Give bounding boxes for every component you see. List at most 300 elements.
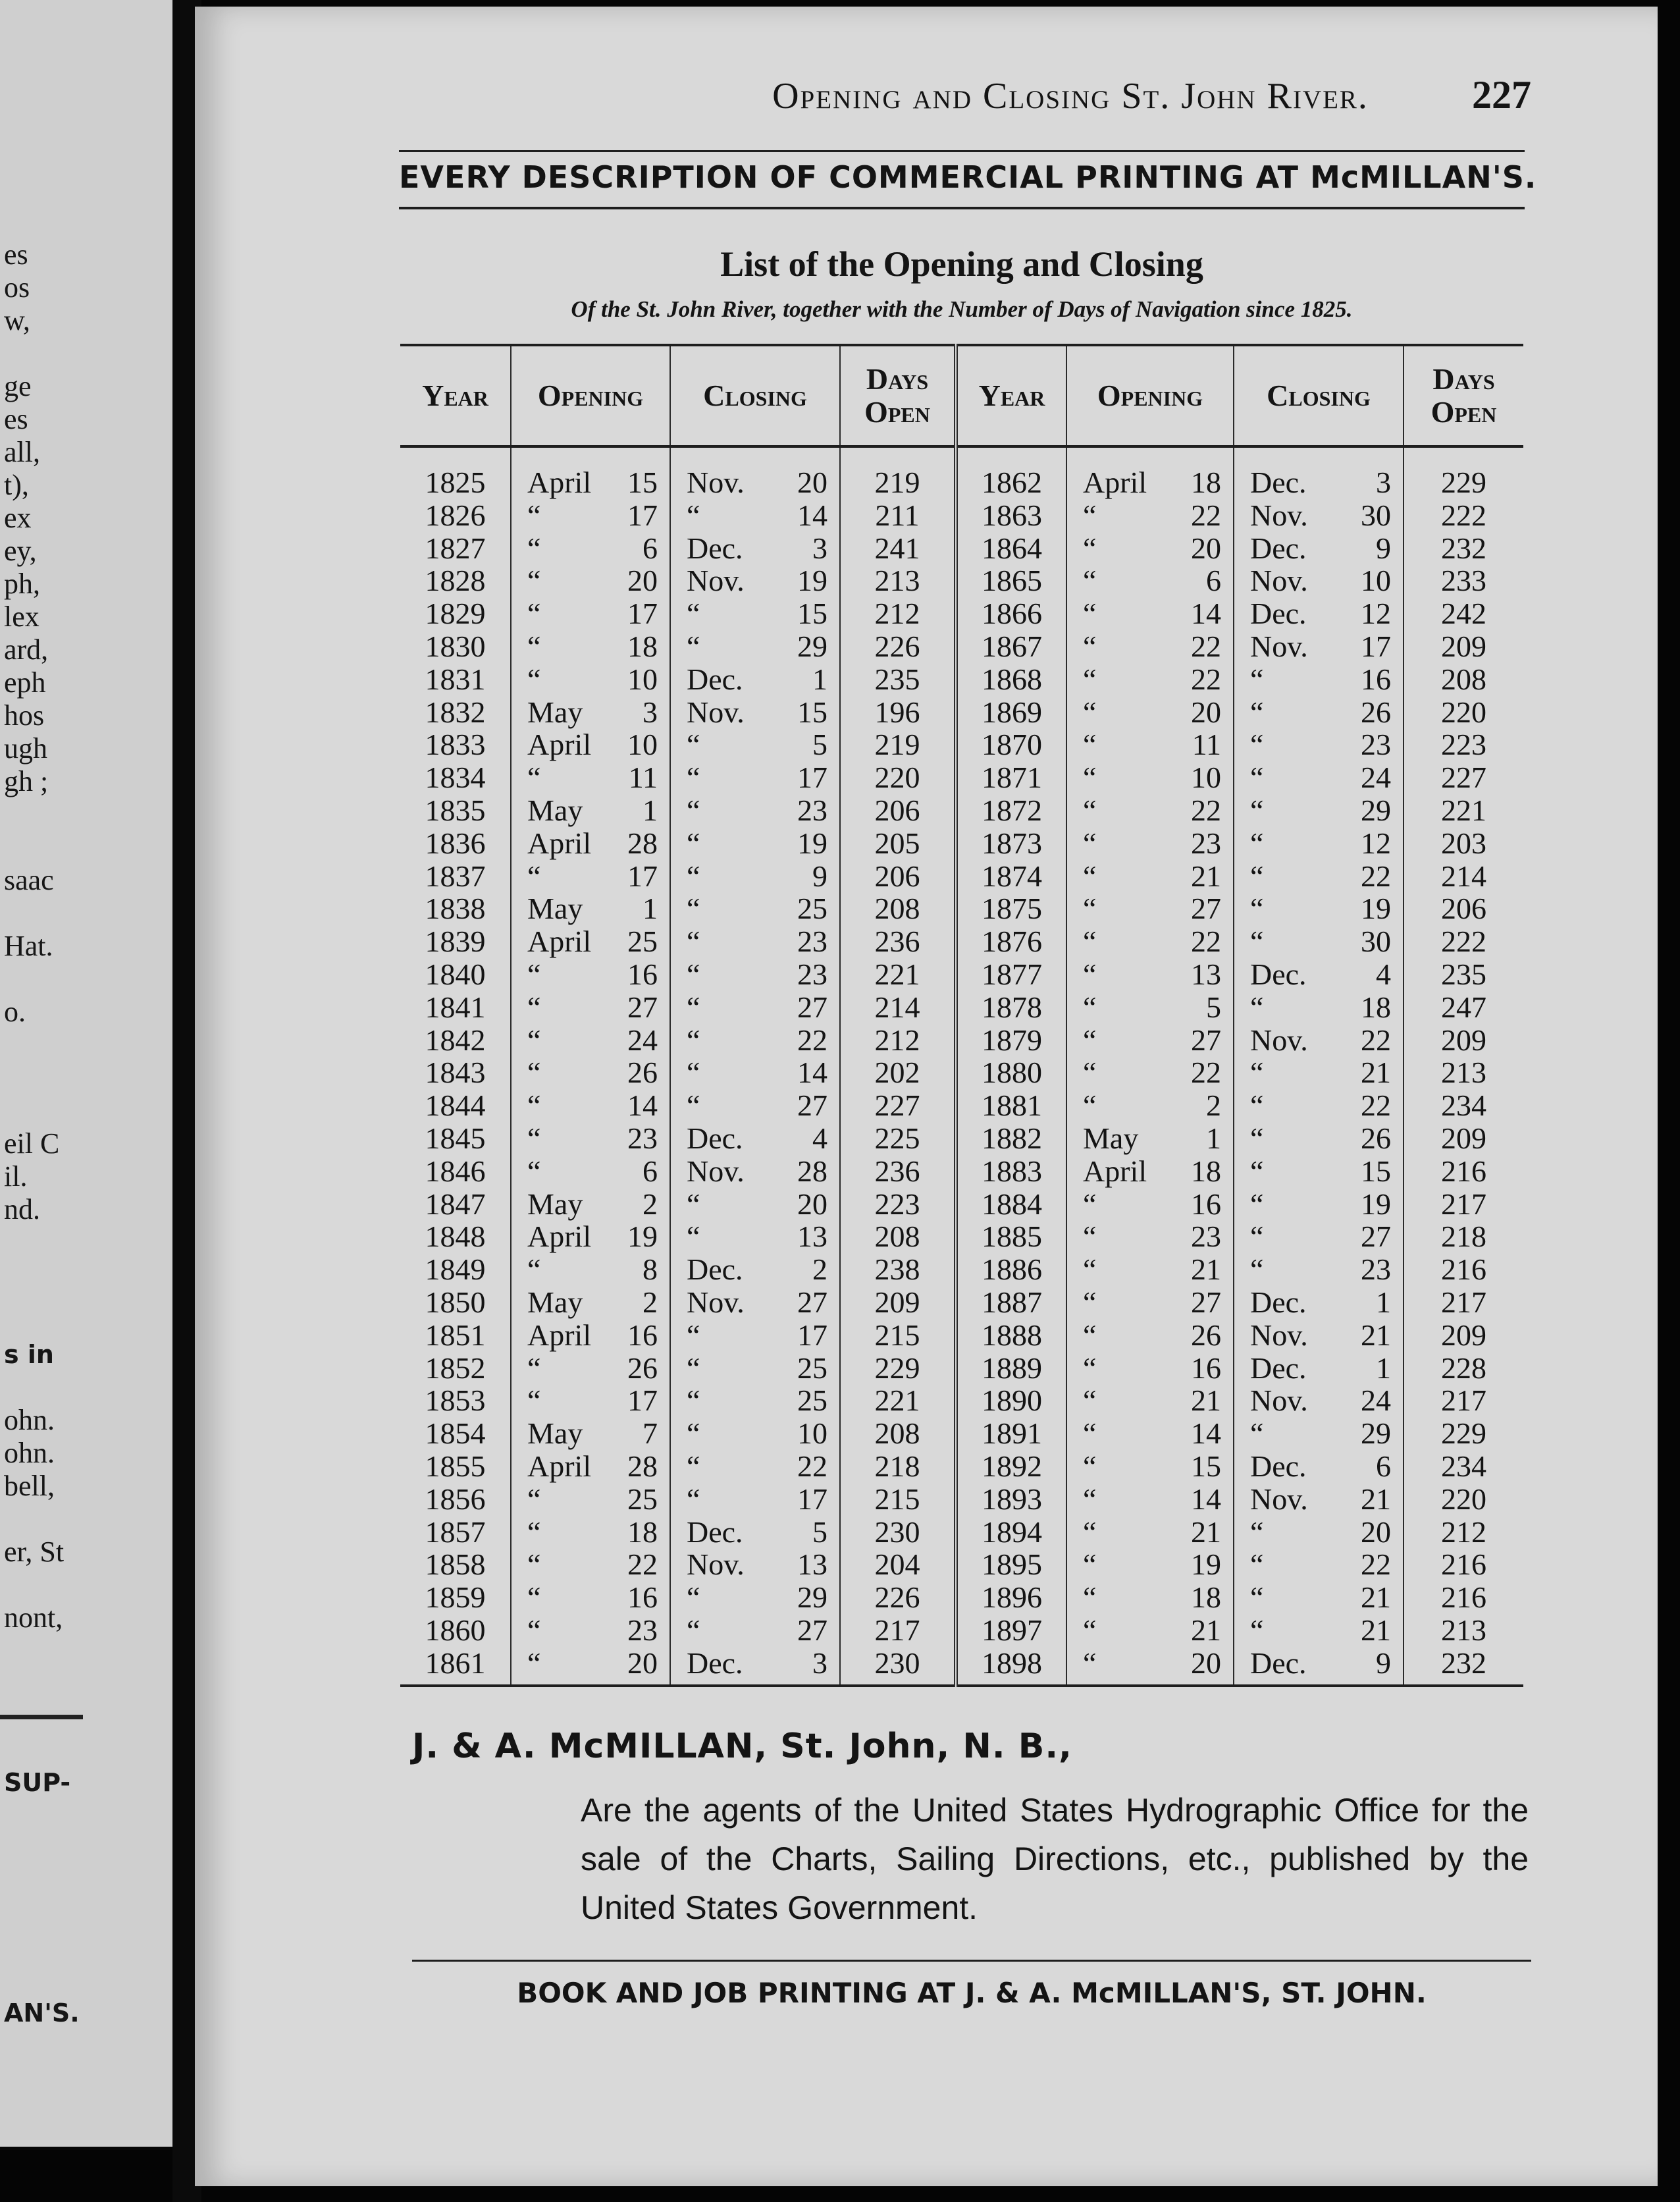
closing-month: “ [687, 859, 700, 893]
year-cell: 1888 [956, 1319, 1066, 1352]
closing-month: Nov. [1250, 1318, 1308, 1352]
opening-cell [511, 663, 670, 696]
closing-cell [670, 1384, 840, 1417]
table-row [400, 1089, 1523, 1122]
opening-date [1067, 925, 1233, 958]
opening-day: 22 [1191, 662, 1221, 696]
closing-day: 26 [1361, 1121, 1391, 1155]
opening-day: 11 [628, 761, 658, 795]
closing-day: 10 [797, 1416, 827, 1451]
days-open-cell: 222 [1441, 498, 1486, 532]
opening-date [512, 728, 669, 761]
year-cell: 1894 [956, 1516, 1066, 1549]
opening-cell [1066, 1122, 1234, 1155]
opening-month: “ [1083, 1220, 1097, 1254]
opening-day: 14 [1191, 1482, 1221, 1516]
opening-date [512, 466, 669, 499]
year-cell: 1833 [400, 728, 511, 761]
table-row [400, 1450, 1523, 1483]
closing-day: 22 [1361, 1023, 1391, 1057]
closing-date [671, 1024, 839, 1057]
opening-date [512, 1614, 669, 1647]
days-open-cell: 209 [1441, 629, 1486, 663]
table-subtitle: Of the St. John River, together with the Number of Days of Navigation since 1825. [571, 296, 1353, 322]
opening-day: 1 [643, 892, 658, 926]
days-open-cell: 209 [840, 1286, 956, 1319]
closing-month: “ [687, 957, 700, 991]
closing-month: Nov. [687, 1285, 745, 1319]
opening-month: “ [1083, 498, 1097, 532]
facing-page-line: nd. [4, 1193, 40, 1225]
closing-date [1234, 696, 1403, 729]
table-title: List of the Opening and Closing [720, 244, 1203, 284]
opening-date [512, 1581, 669, 1614]
closing-cell [670, 794, 840, 827]
closing-cell [670, 1155, 840, 1188]
closing-month: Nov. [687, 1547, 745, 1582]
opening-cell [511, 991, 670, 1024]
year-cell: 1859 [400, 1581, 511, 1614]
days-open-cell: 217 [1441, 1383, 1486, 1418]
opening-date [1067, 1089, 1233, 1122]
opening-date [512, 958, 669, 991]
opening-cell [511, 728, 670, 761]
closing-day: 24 [1361, 761, 1391, 795]
closing-month: Dec. [687, 1252, 743, 1287]
closing-cell [1234, 1188, 1404, 1221]
year-cell: 1890 [956, 1384, 1066, 1417]
opening-day: 23 [627, 1613, 658, 1647]
closing-day: 3 [812, 531, 827, 565]
closing-day: 21 [1361, 1613, 1391, 1647]
days-open-cell: 235 [1441, 957, 1486, 991]
table-row [400, 794, 1523, 827]
opening-month: May [527, 793, 583, 827]
facing-page-line: hos [4, 699, 45, 732]
closing-day: 23 [1361, 1252, 1391, 1287]
opening-date [1067, 827, 1233, 860]
closing-cell [1234, 1253, 1404, 1286]
opening-date [512, 1450, 669, 1483]
opening-day: 13 [1191, 957, 1221, 991]
closing-month: Nov. [1250, 564, 1308, 598]
closing-date [1234, 1024, 1403, 1057]
opening-cell [1066, 1483, 1234, 1516]
year-cell: 1857 [400, 1516, 511, 1549]
opening-cell [511, 597, 670, 630]
table-row [400, 1483, 1523, 1516]
closing-day: 25 [797, 1351, 827, 1385]
closing-day: 15 [797, 597, 827, 631]
opening-date [512, 499, 669, 532]
table-row [400, 1122, 1523, 1155]
opening-cell [1066, 446, 1234, 499]
opening-day: 16 [1191, 1351, 1221, 1385]
closing-month: “ [1250, 1252, 1264, 1287]
opening-month: “ [527, 629, 541, 663]
closing-date [1234, 827, 1403, 860]
opening-day: 23 [627, 1121, 658, 1155]
closing-day: 20 [797, 466, 827, 499]
days-open-cell: 216 [1441, 1547, 1486, 1582]
year-cell: 1889 [956, 1352, 1066, 1385]
table-row [400, 728, 1523, 761]
opening-date [512, 1188, 669, 1221]
opening-month: “ [527, 1482, 541, 1516]
closing-cell [670, 1122, 840, 1155]
opening-date [512, 630, 669, 663]
opening-day: 20 [1191, 695, 1221, 729]
opening-cell [511, 1417, 670, 1450]
opening-month: May [527, 1187, 583, 1221]
opening-cell [511, 1352, 670, 1385]
opening-date [512, 761, 669, 794]
closing-day: 21 [1361, 1318, 1391, 1352]
opening-cell [1066, 958, 1234, 991]
opening-date [512, 1220, 669, 1253]
opening-day: 6 [1206, 564, 1221, 598]
closing-day: 13 [797, 1220, 827, 1254]
closing-cell [670, 761, 840, 794]
closing-date [1234, 1253, 1403, 1286]
closing-cell [1234, 1220, 1404, 1253]
closing-date [671, 1122, 839, 1155]
year-cell: 1845 [400, 1122, 511, 1155]
column-header-days-open-label: Days Open [864, 362, 930, 429]
opening-date [1067, 696, 1233, 729]
days-open-cell: 213 [1441, 1056, 1486, 1090]
closing-month: “ [1250, 925, 1264, 959]
closing-cell [1234, 1089, 1404, 1122]
closing-day: 23 [797, 957, 827, 991]
closing-month: “ [1250, 826, 1264, 860]
closing-cell [1234, 1384, 1404, 1417]
opening-month: “ [1083, 1088, 1097, 1123]
closing-month: “ [1250, 728, 1264, 762]
opening-cell [1066, 860, 1234, 893]
closing-cell [670, 1089, 840, 1122]
closing-day: 14 [797, 498, 827, 532]
closing-date [671, 663, 839, 696]
opening-month: “ [527, 1515, 541, 1549]
opening-month: April [1083, 1154, 1147, 1188]
closing-date [671, 1352, 839, 1385]
closing-day: 23 [1361, 728, 1391, 762]
closing-cell [1234, 1319, 1404, 1352]
closing-month: “ [1250, 1154, 1264, 1188]
opening-cell [1066, 1253, 1234, 1286]
days-open-cell: 222 [1441, 925, 1486, 959]
year-cell: 1898 [956, 1647, 1066, 1686]
closing-cell [1234, 1056, 1404, 1089]
opening-cell [1066, 1056, 1234, 1089]
closing-date [671, 1319, 839, 1352]
closing-date [1234, 1417, 1403, 1450]
closing-cell [1234, 1286, 1404, 1319]
opening-cell [1066, 597, 1234, 630]
opening-cell [1066, 1188, 1234, 1221]
facing-page-line: ard, [4, 633, 49, 666]
opening-day: 6 [643, 1154, 658, 1188]
closing-date [1234, 1089, 1403, 1122]
opening-date [1067, 499, 1233, 532]
opening-cell [1066, 499, 1234, 532]
opening-cell [1066, 1450, 1234, 1483]
closing-day: 23 [797, 793, 827, 827]
opening-month: “ [1083, 1449, 1097, 1483]
table-row [400, 564, 1523, 597]
opening-cell [1066, 1384, 1234, 1417]
closing-cell [670, 1483, 840, 1516]
closing-day: 2 [812, 1252, 827, 1287]
opening-cell [511, 1220, 670, 1253]
opening-date [512, 1024, 669, 1057]
closing-day: 19 [797, 826, 827, 860]
year-cell: 1831 [400, 663, 511, 696]
opening-cell [1066, 761, 1234, 794]
table-row [400, 925, 1523, 958]
opening-month: “ [1083, 1580, 1097, 1615]
closing-cell [670, 860, 840, 893]
column-header-days-open-label: Days Open [1431, 362, 1497, 429]
opening-date [1067, 564, 1233, 597]
closing-month: “ [1250, 1220, 1264, 1254]
closing-cell [670, 1614, 840, 1647]
top-rule [399, 150, 1525, 152]
closing-month: “ [1250, 761, 1264, 795]
opening-cell [1066, 1647, 1234, 1686]
opening-day: 28 [627, 826, 658, 860]
closing-day: 5 [812, 1515, 827, 1549]
opening-date [1067, 1319, 1233, 1352]
closing-cell [670, 1220, 840, 1253]
closing-month: “ [687, 1056, 700, 1090]
closing-date [671, 925, 839, 958]
closing-cell [1234, 564, 1404, 597]
opening-cell [1066, 1286, 1234, 1319]
opening-month: “ [1083, 728, 1097, 762]
closing-month: Dec. [1250, 1285, 1307, 1319]
closing-month: “ [687, 1351, 700, 1385]
facing-page-line: eil C [4, 1127, 60, 1160]
closing-month: “ [687, 1023, 700, 1057]
opening-day: 27 [627, 990, 658, 1024]
table-row [400, 446, 1523, 499]
opening-date [1067, 1614, 1233, 1647]
days-open-cell: 220 [1441, 695, 1486, 729]
closing-date [671, 860, 839, 893]
year-cell: 1827 [400, 532, 511, 565]
closing-month: Dec. [687, 662, 743, 696]
table-row [400, 532, 1523, 565]
opening-month: “ [1083, 1056, 1097, 1090]
opening-day: 27 [1191, 892, 1221, 926]
closing-day: 19 [1361, 1187, 1391, 1221]
facing-page-line: lex [4, 601, 39, 633]
opening-day: 22 [1191, 629, 1221, 663]
opening-month: “ [1083, 957, 1097, 991]
opening-cell [1066, 663, 1234, 696]
opening-day: 1 [643, 793, 658, 827]
opening-month: “ [1083, 761, 1097, 795]
opening-month: “ [1083, 1416, 1097, 1451]
opening-date [1067, 663, 1233, 696]
column-header-opening: Opening [511, 345, 670, 446]
closing-day: 21 [1361, 1482, 1391, 1516]
year-cell: 1896 [956, 1581, 1066, 1614]
opening-date [1067, 761, 1233, 794]
opening-cell [1066, 696, 1234, 729]
opening-day: 21 [1191, 1383, 1221, 1418]
closing-month: “ [1250, 990, 1264, 1024]
days-open-cell: 211 [840, 499, 956, 532]
opening-cell [1066, 1319, 1234, 1352]
opening-date [1067, 630, 1233, 663]
opening-cell [1066, 564, 1234, 597]
closing-day: 17 [797, 761, 827, 795]
closing-cell [1234, 827, 1404, 860]
opening-month: May [1083, 1121, 1139, 1155]
opening-date [512, 860, 669, 893]
days-open-cell: 241 [840, 532, 956, 565]
opening-month: “ [1083, 826, 1097, 860]
closing-cell [670, 1024, 840, 1057]
year-cell: 1858 [400, 1548, 511, 1581]
closing-month: Dec. [1250, 1449, 1307, 1483]
closing-month: Nov. [687, 695, 745, 729]
table-header-row [400, 345, 1523, 446]
year-cell: 1875 [956, 892, 1066, 925]
opening-date [1067, 1056, 1233, 1089]
closing-cell [670, 1319, 840, 1352]
opening-day: 17 [627, 498, 658, 532]
opening-day: 21 [1191, 1252, 1221, 1287]
closing-day: 29 [797, 1580, 827, 1615]
opening-date [1067, 597, 1233, 630]
opening-cell [511, 630, 670, 663]
opening-date [1067, 1581, 1233, 1614]
page-number: 227 [1472, 73, 1531, 117]
opening-date [512, 597, 669, 630]
days-open-cell: 206 [1441, 892, 1486, 926]
opening-date [512, 1286, 669, 1319]
opening-day: 18 [1191, 1580, 1221, 1615]
facing-page-line: er, St [4, 1536, 65, 1568]
closing-date [1234, 1450, 1403, 1483]
opening-day: 11 [1192, 728, 1221, 762]
closing-cell [1234, 925, 1404, 958]
year-cell: 1826 [400, 499, 511, 532]
closing-date [671, 466, 839, 499]
closing-month: “ [1250, 695, 1264, 729]
opening-day: 19 [1191, 1547, 1221, 1582]
opening-date [1067, 1220, 1233, 1253]
closing-date [671, 1155, 839, 1188]
table-row [400, 696, 1523, 729]
closing-date [671, 499, 839, 532]
days-open-cell: 229 [840, 1352, 956, 1385]
closing-day: 22 [797, 1023, 827, 1057]
opening-date [1067, 794, 1233, 827]
year-cell: 1878 [956, 991, 1066, 1024]
column-header-days-open [1404, 345, 1523, 446]
year-cell: 1850 [400, 1286, 511, 1319]
closing-day: 3 [1376, 466, 1391, 499]
closing-date [1234, 1614, 1403, 1647]
opening-date [1067, 892, 1233, 925]
opening-date [512, 532, 669, 565]
opening-month: “ [1083, 629, 1097, 663]
days-open-cell: 208 [840, 1417, 956, 1450]
opening-day: 18 [1191, 466, 1221, 499]
closing-month: Dec. [1250, 1646, 1307, 1680]
closing-date [671, 532, 839, 565]
closing-month: “ [1250, 1088, 1264, 1123]
year-cell: 1852 [400, 1352, 511, 1385]
days-open-cell: 202 [840, 1056, 956, 1089]
closing-date [1234, 1516, 1403, 1549]
opening-day: 23 [1191, 1220, 1221, 1254]
opening-month: May [527, 695, 583, 729]
closing-date [1234, 1155, 1403, 1188]
year-cell: 1886 [956, 1253, 1066, 1286]
opening-month: April [527, 1318, 592, 1352]
year-cell: 1880 [956, 1056, 1066, 1089]
closing-cell [1234, 794, 1404, 827]
facing-page-line: w, [4, 304, 30, 336]
opening-cell [511, 1548, 670, 1581]
days-open-cell: 208 [1441, 662, 1486, 696]
opening-cell [511, 446, 670, 499]
closing-cell [1234, 663, 1404, 696]
days-open-cell: 206 [840, 794, 956, 827]
opening-cell [1066, 1417, 1234, 1450]
opening-cell [1066, 728, 1234, 761]
closing-cell [670, 827, 840, 860]
closing-day: 15 [1361, 1154, 1391, 1188]
opening-month: “ [1083, 1515, 1097, 1549]
facing-page-line: es [4, 238, 28, 271]
days-open-cell: 223 [1441, 728, 1486, 762]
closing-cell [1234, 532, 1404, 565]
closing-month: “ [687, 629, 700, 663]
table-row [400, 1253, 1523, 1286]
opening-day: 14 [1191, 1416, 1221, 1451]
opening-date [512, 794, 669, 827]
opening-month: “ [1083, 990, 1097, 1024]
closing-date [1234, 1122, 1403, 1155]
closing-date [671, 1516, 839, 1549]
closing-date [671, 1286, 839, 1319]
facing-page-rule [0, 1715, 83, 1719]
closing-date [671, 597, 839, 630]
days-open-cell: 242 [1441, 597, 1486, 631]
closing-month: “ [687, 1580, 700, 1615]
closing-cell [1234, 991, 1404, 1024]
opening-date [1067, 1483, 1233, 1516]
opening-cell [511, 1188, 670, 1221]
days-open-cell: 229 [1441, 1416, 1486, 1451]
days-open-cell: 212 [840, 597, 956, 630]
table-row [400, 892, 1523, 925]
table-row [400, 1647, 1523, 1686]
opening-date [1067, 958, 1233, 991]
opening-cell [1066, 892, 1234, 925]
closing-month: Dec. [1250, 957, 1307, 991]
year-cell: 1844 [400, 1089, 511, 1122]
closing-month: Dec. [1250, 466, 1307, 499]
closing-month: “ [687, 1482, 700, 1516]
